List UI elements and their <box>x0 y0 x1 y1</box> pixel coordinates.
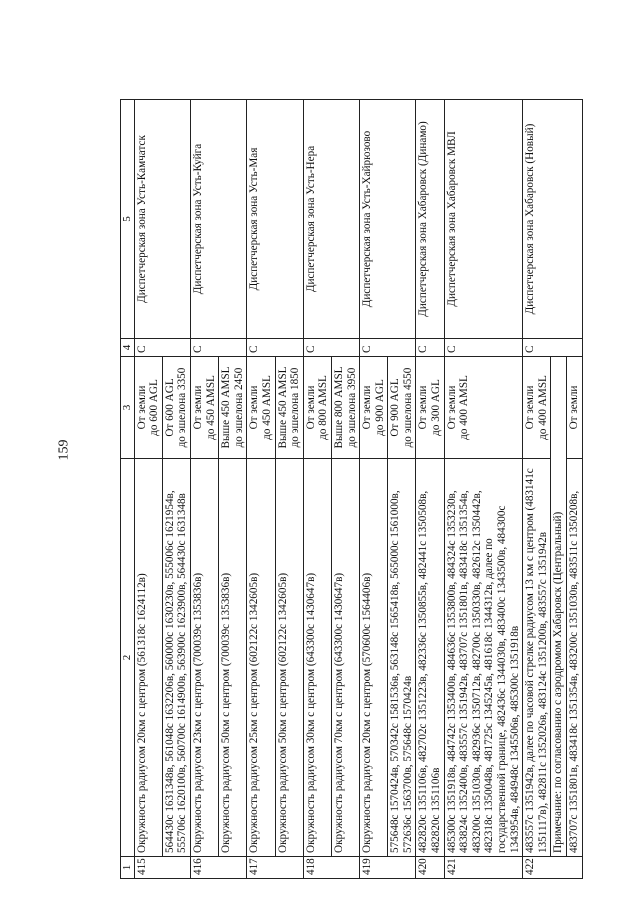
row-number: 420 <box>416 857 444 879</box>
vertical-limits <box>523 357 551 459</box>
row-number: 417 <box>247 857 303 879</box>
header-col-2: 2 <box>121 459 135 857</box>
airspace-class: С <box>134 339 190 357</box>
airspace-class: С <box>247 339 303 357</box>
area-description: Окружность радиусом 20км с центром (561318с 1624112в) <box>134 459 162 857</box>
area-description: 575648с 1570424в, 570342с 1581536в, 563148с 1565418в, 565000с 1561000в, 572636с 1563700в, 575648с 1570424в <box>388 459 416 857</box>
airspace-class: С <box>360 339 416 357</box>
vertical-limits <box>444 357 523 459</box>
upper-limit: до 800 AMSL <box>317 375 330 440</box>
vertical-limits <box>162 357 190 459</box>
area-description: Окружность радиусом 50км с центром (700039с 1353836в) <box>219 459 247 857</box>
upper-limit: до 300 AGL <box>430 379 443 436</box>
vertical-limits <box>360 357 388 459</box>
zone-name: Диспетчерская зона Хабаровск (Новый) <box>523 100 582 339</box>
vertical-limits <box>219 357 247 459</box>
airspace-class: С <box>303 339 359 357</box>
upper-limit: до 400 AMSL <box>536 375 549 440</box>
airspace-class: С <box>444 339 523 357</box>
header-col-5: 5 <box>121 100 135 339</box>
upper-limit: до эшелона 1850 <box>289 367 302 448</box>
table-row <box>134 100 162 879</box>
page-number: 159 <box>56 439 72 461</box>
vertical-limits <box>190 357 218 459</box>
table-row <box>360 100 388 879</box>
area-description: Окружность радиусом 25км с центром (602122с 1342605в) <box>247 459 275 857</box>
lower-limit: От земли <box>361 385 374 430</box>
lower-limit: От земли <box>524 385 537 430</box>
lower-limit: Выше 450 AMSL <box>276 366 289 449</box>
airspace-class: С <box>416 339 444 357</box>
zone-name: Диспетчерская зона Усть-Хайрюзово <box>360 100 416 339</box>
table-row <box>444 100 523 879</box>
zone-name: Диспетчерская зона Усть-Куйга <box>190 100 246 339</box>
vertical-limits <box>134 357 162 459</box>
upper-limit: до 900 AGL <box>373 379 386 436</box>
lower-limit: От земли <box>248 385 261 430</box>
rotated-table-container <box>120 100 630 879</box>
upper-limit: до 450 AMSL <box>204 375 217 440</box>
header-col-1: 1 <box>121 857 135 879</box>
area-description: Окружность радиусом 50км с центром (602122с 1342605в) <box>275 459 303 857</box>
lower-limit: От земли <box>567 357 583 459</box>
lower-limit: Выше 450 AMSL <box>220 366 233 449</box>
area-description: 483557с 1351942в, далее по часовой стрелке радиусом 13 км с центром (483141с 1351117в), 482811с 1352026в, 483124с 1351200в, 483557с 1351942в <box>523 459 551 857</box>
zone-name: Диспетчерская зона Хабаровск МВЛ <box>444 100 523 339</box>
header-col-3: 3 <box>121 357 135 459</box>
upper-limit: до эшелона 4550 <box>401 367 414 448</box>
row-number: 421 <box>444 857 523 879</box>
upper-limit: до эшелона 3950 <box>345 367 358 448</box>
upper-limit: до 450 AMSL <box>260 375 273 440</box>
area-description: 485300с 1351918в, 484742с 1353400в, 484636с 1353800в, 484324с 1353230в, 483824с 1352400в, 483557с 1351942в, 483707с 1351801в, 483418с 1351354в, 483200с 1351030в, 482936с 1350712в, 482700с 1350330в, 482612с 1350442в, 482318с 1350048в, 481725с 1345245в, 481618с 1344312в, далее по государственной границе, 482436с 1344030в, 483400с 1343500в, 484300с 1343954в, 484948с 1345506в, 485300с 1351918в <box>444 459 523 857</box>
row-number: 415 <box>134 857 190 879</box>
upper-limit: до 400 AMSL <box>458 375 471 440</box>
row-number: 422 <box>523 857 582 879</box>
table-row <box>523 100 551 879</box>
area-description: 564430с 1631348в, 561048с 1632206в, 560000с 1630230в, 555006с 1621954в, 555706с 1620100в, 560700с 1614900в, 563900с 1623900в, 564430с 1631348в <box>162 459 190 857</box>
area-description: Окружность радиусом 20км с центром (570600с 1564406в) <box>360 459 388 857</box>
row-number: 418 <box>303 857 359 879</box>
note: Примечание: по согласованию с аэродромом Хабаровск (Центральный) <box>551 357 567 857</box>
lower-limit: От 600 AGL <box>163 378 176 437</box>
zone-name: Диспетчерская зона Хабаровск (Динамо) <box>416 100 444 339</box>
table-row <box>190 100 218 879</box>
area-description: 483707с 1351801в, 483418с 1351354в, 483200с 1351030в, 483511с 1350208в, <box>567 459 583 857</box>
airspace-class: С <box>190 339 246 357</box>
area-description: 482820с 1351106в, 482702с 1351223в, 482336с 1350855в, 482441с 1350508в, 482820с 1351106в <box>416 459 444 857</box>
upper-limit: до эшелона 3350 <box>176 367 189 448</box>
vertical-limits <box>275 357 303 459</box>
header-row <box>121 100 135 879</box>
lower-limit: От 900 AGL <box>389 378 402 437</box>
lower-limit: От земли <box>304 385 317 430</box>
area-description: Окружность радиусом 23км с центром (700039с 1353836в) <box>190 459 218 857</box>
lower-limit: От земли <box>191 385 204 430</box>
zone-name: Диспетчерская зона Усть-Нера <box>303 100 359 339</box>
row-number: 416 <box>190 857 246 879</box>
lower-limit: От земли <box>135 385 148 430</box>
upper-limit: до 600 AGL <box>148 379 161 436</box>
vertical-limits <box>247 357 275 459</box>
zone-name: Диспетчерская зона Усть-Камчатск <box>134 100 190 339</box>
vertical-limits <box>416 357 444 459</box>
table-row <box>303 100 331 879</box>
zone-name: Диспетчерская зона Усть-Мая <box>247 100 303 339</box>
row-number: 419 <box>360 857 416 879</box>
table-row <box>416 100 444 879</box>
lower-limit: От земли <box>445 385 458 430</box>
vertical-limits <box>331 357 359 459</box>
lower-limit: От земли <box>417 385 430 430</box>
airspace-table <box>120 99 583 879</box>
table-body <box>134 100 582 879</box>
airspace-class: С <box>523 339 582 357</box>
header-col-4: 4 <box>121 339 135 357</box>
upper-limit: до эшелона 2450 <box>232 367 245 448</box>
vertical-limits <box>388 357 416 459</box>
table-row <box>247 100 275 879</box>
area-description: Окружность радиусом 70км с центром (643300с 1430647в) <box>331 459 359 857</box>
area-description: Окружность радиусом 30км с центром (643300с 1430647в) <box>303 459 331 857</box>
lower-limit: Выше 800 AMSL <box>332 366 345 449</box>
vertical-limits <box>303 357 331 459</box>
